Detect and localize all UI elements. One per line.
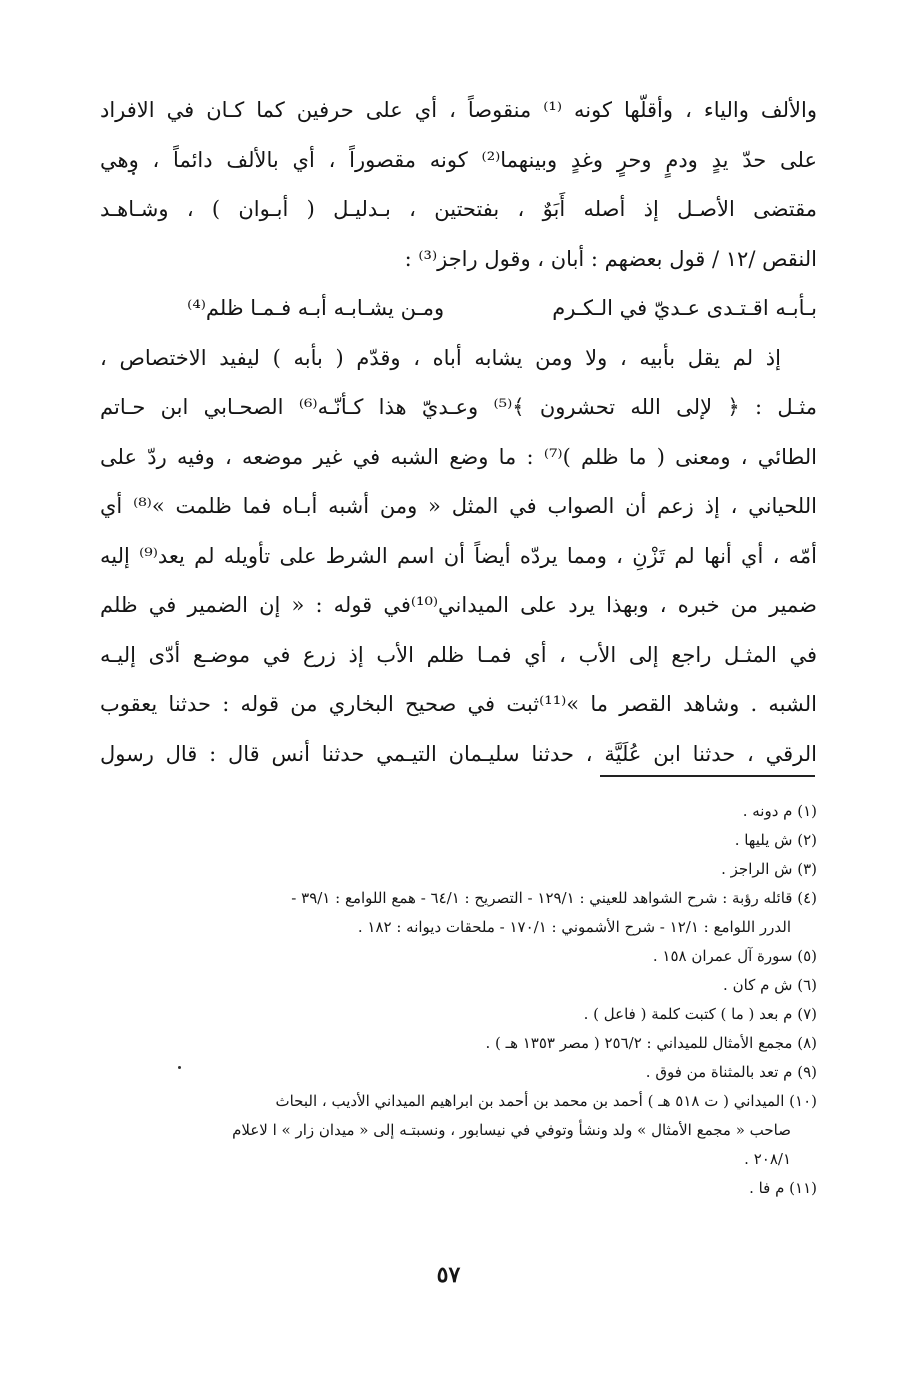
main-text xyxy=(100,86,817,779)
ink-speck xyxy=(132,172,135,175)
page-number: ٥٧ xyxy=(436,1262,461,1288)
text-line: النقص /١٢ / قول بعضهم : أبان ، وقول راجز⁽³⁾ : xyxy=(404,246,817,271)
footnote-item xyxy=(100,971,817,1000)
text-line: على حدّ يدٍ ودمٍ وحرٍ وغدٍ وبينهما⁽²⁾ كونه مقصوراً ، أي بالألف دائماً ، وهي xyxy=(100,147,817,172)
text-line: والألف والياء ، وأقلّها كونه ⁽¹⁾ منقوصاً ، أي على حرفين كما كـان في الافراد xyxy=(100,98,817,122)
verse-second-hemistich: ومـن يشـابـه أبـه فـمـا ظلم⁽⁴⁾ xyxy=(187,296,445,320)
footnote-item xyxy=(100,1058,817,1087)
footnote-text: (٦) ش م كان . xyxy=(723,976,817,994)
text-line: أمّه ، أي أنها لم تَزْنِ ، ومما يردّه أيضاً أن اسم الشرط على تأويله لم يعد⁽⁹⁾ إليه xyxy=(100,543,817,568)
footnote-continuation: ٢٠٨/١ . xyxy=(744,1150,791,1168)
footnote-item xyxy=(100,855,817,884)
footnote-text: (١٠) الميداني ( ت ٥١٨ هـ ) أحمد بن محمد بن أحمد بن ابراهيم الميداني الأديب ، البحاث xyxy=(275,1092,817,1110)
footnote-item xyxy=(100,826,817,855)
poetry-verse xyxy=(100,284,817,334)
footnote-continuation: الدرر اللوامع : ١٢/١ - شرح الأشموني : ١٧٠/١ - ملحقات ديوانه : ١٨٢ . xyxy=(357,918,791,936)
footnote-item xyxy=(100,1029,817,1058)
footnote-text: (٨) مجمع الأمثال للميداني : ٢٥٦/٢ ( مصر ١٣٥٣ هـ ) . xyxy=(485,1034,817,1052)
footnote-item xyxy=(100,1174,817,1203)
ink-speck xyxy=(178,1066,181,1069)
text-line: الشبه . وشاهد القصر ما »⁽¹¹⁾ثبت في صحيح البخاري من قوله : حدثنا يعقوب xyxy=(100,692,817,716)
text-line: مثـل : ﴿ لإلى الله تحشرون ﴾⁽⁵⁾ وعـديّ هذا كـأنّـه⁽⁶⁾ الصحـابي ابن حـاتم xyxy=(100,395,817,419)
text-line: مقتضى الأصـل إذ أصله أَبَوٌ ، بفتحتين ، بـدليـل ( أبـوان ) ، وشـاهـد xyxy=(100,197,817,221)
footnote-text: (٢) ش يليها . xyxy=(734,831,817,849)
footnote-text: (٣) ش الراجز . xyxy=(721,860,817,878)
footnote-text: (٥) سورة آل عمران ١٥٨ . xyxy=(652,947,817,965)
footnote-item xyxy=(100,1087,817,1174)
footnote-item xyxy=(100,942,817,971)
footnote-continuation: صاحب « مجمع الأمثال » ولد ونشأ وتوفي في نيسابور ، ونسبتـه إلى « ميدان زار » ا لاعلام xyxy=(232,1121,791,1139)
text-line: اللحياني ، إذ زعم أن الصواب في المثل « ومن أشبه أبـاه فما ظلمت »⁽⁸⁾ أي xyxy=(100,494,817,518)
footnote-item xyxy=(100,884,817,942)
footnote-item xyxy=(100,1000,817,1029)
text-line: في المثـل راجع إلى الأب ، أي فمـا ظلم الأب إذ زرع في موضـع أدّى إليـه xyxy=(100,642,817,667)
text-line: الطائي ، ومعنى ( ما ظلم )⁽⁷⁾ : ما وضع الشبه في غير موضعه ، وفيه ردّ على xyxy=(100,444,817,469)
footnote-text: (٩) م تعد بالمثناة من فوق . xyxy=(645,1063,817,1081)
text-line: الرقي ، حدثنا ابن عُلَيَّة ، حدثنا سليـمان التيـمي حدثنا أنس قال : قال رسول xyxy=(100,741,817,766)
footnote-text: (٤) قائله رؤبة : شرح الشواهد للعيني : ١٢٩/١ - التصريح : ٦٤/١ - همع اللوامع : ٣٩/١ - xyxy=(291,889,817,907)
footnotes xyxy=(100,797,817,1203)
footnote-item xyxy=(100,797,817,826)
footnote-text: (٧) م بعد ( ما ) كتبت كلمة ( فاعل ) . xyxy=(583,1005,817,1023)
footnote-separator xyxy=(600,775,815,777)
verse-first-hemistich: بـأبـه اقـتـدى عـديّ في الـكـرم xyxy=(552,296,817,320)
text-line: إذ لم يقل بأبيه ، ولا ومن يشابه أباه ، وقدّم ( بأبه ) ليفيد الاختصاص ، xyxy=(100,345,781,370)
footnote-text: (١١) م فا . xyxy=(749,1179,817,1197)
text-line: ضمير من خبره ، وبهذا يرد على الميداني⁽¹⁰⁾في قوله : « إن الضمير في ظلم xyxy=(100,593,817,617)
footnote-text: (١) م دونه . xyxy=(742,802,817,820)
